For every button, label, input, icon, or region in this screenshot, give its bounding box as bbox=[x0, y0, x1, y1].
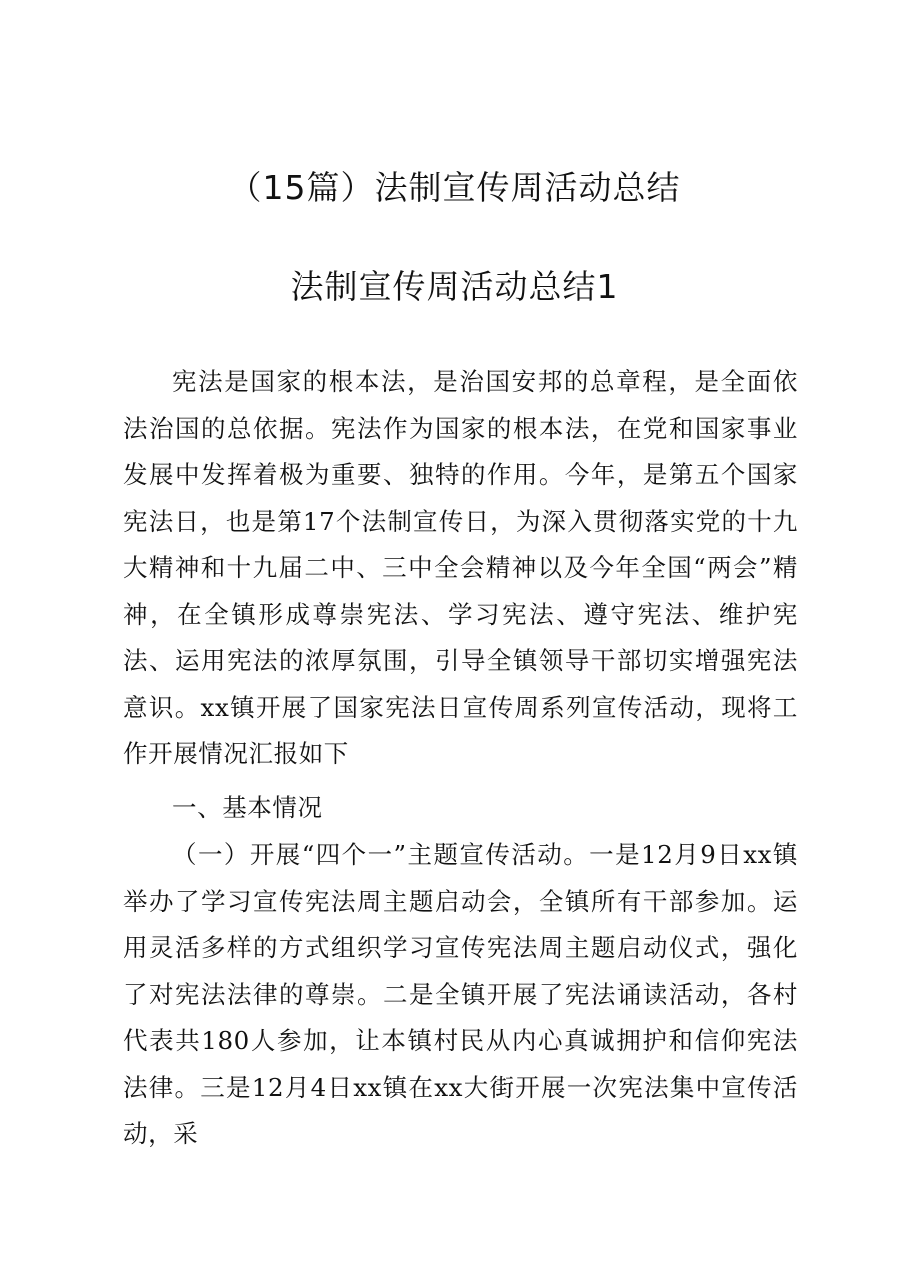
body-text-block bbox=[123, 359, 798, 778]
heading-block bbox=[123, 785, 798, 832]
body-text-block-2 bbox=[123, 832, 798, 1158]
section-title: 法制宣传周活动总结1 bbox=[290, 267, 619, 306]
paragraph-activities: （一）开展“四个一”主题宣传活动。一是12月9日xx镇举办了学习宣传宪法周主题启动会，全镇所有干部参加。运用灵活多样的方式组织学习宣传宪法周主题启动仪式，强化了对宪法法律的尊崇。二是全镇开展了宪法诵读活动，各村代表共180人参加，让本镇村民从内心真诚拥护和信仰宪法法律。三是12月4日xx镇在xx大街开展一次宪法集中宣传活动，采 bbox=[123, 840, 798, 1148]
document-title: （15篇）法制宣传周活动总结 bbox=[228, 168, 681, 207]
paragraph-intro: 宪法是国家的根本法，是治国安邦的总章程，是全面依法治国的总依据。宪法作为国家的根本法，在党和国家事业发展中发挥着极为重要、独特的作用。今年，是第五个国家宪法日，也是第17个法制宣传日，为深入贯彻落实党的十九大精神和十九届二中、三中全会精神以及今年全国“两会”精神，在全镇形成尊崇宪法、学习宪法、遵守宪法、维护宪法、运用宪法的浓厚氛围，引导全镇领导干部切实增强宪法意识。xx镇开展了国家宪法日宣传周系列宣传活动，现将工作开展情况汇报如下 bbox=[123, 367, 798, 768]
heading-basic-situation: 一、基本情况 bbox=[172, 793, 323, 822]
